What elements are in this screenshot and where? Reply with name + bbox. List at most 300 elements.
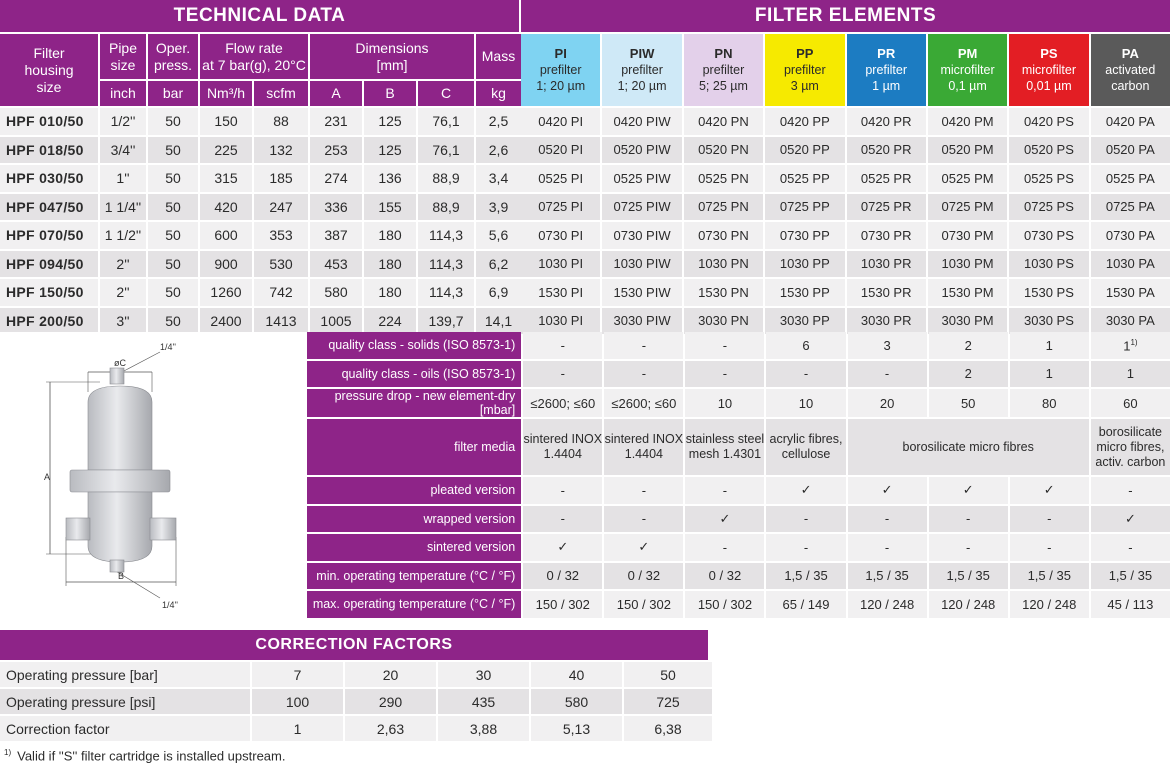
technical-data-table: [0, 32, 523, 336]
property-label: min. operating temperature (°C / °F): [307, 563, 521, 590]
housing-model-cell: HPF 047/50: [0, 194, 98, 221]
housing-scfm-cell: 247: [254, 194, 308, 221]
housing-scfm-cell: 742: [254, 279, 308, 306]
housing-model-cell: HPF 150/50: [0, 279, 98, 306]
element-header-pi: PI prefilter 1; 20 µm: [521, 34, 600, 106]
element-code-cell: 1030 PS: [1009, 251, 1088, 278]
correction-factors-table: [0, 660, 714, 743]
housing-nm3h-cell: 225: [200, 137, 252, 164]
housing-a-cell: 336: [310, 194, 362, 221]
housing-mass-cell: 2,6: [476, 137, 521, 164]
housing-pipe-cell: 2'': [100, 279, 146, 306]
property-label: quality class - oils (ISO 8573-1): [307, 361, 521, 388]
element-code-cell: 0725 PS: [1009, 194, 1088, 221]
housing-c-cell: 114,3: [418, 222, 474, 249]
label-oc: øC: [114, 358, 126, 368]
housing-model-cell: HPF 018/50: [0, 137, 98, 164]
element-header-pn: PN prefilter 5; 25 µm: [684, 34, 763, 106]
property-value-cell: 1,5 / 35: [766, 563, 845, 590]
housing-press-cell: 50: [148, 108, 198, 135]
housing-b-cell: 155: [364, 194, 416, 221]
element-code-cell: 0520 PI: [521, 137, 600, 164]
element-code-cell: 1030 PN: [684, 251, 763, 278]
property-value-cell: 1,5 / 35: [848, 563, 927, 590]
housing-a-cell: 580: [310, 279, 362, 306]
housing-scfm-cell: 185: [254, 165, 308, 192]
label-top-thread: 1/4'': [160, 342, 176, 352]
property-row-max-temp: [307, 591, 1170, 618]
housing-pipe-cell: 1 1/2'': [100, 222, 146, 249]
property-value-cell: -: [523, 477, 602, 504]
media-pp-cell: acrylic fibres, cellulose: [766, 419, 845, 475]
property-value-cell: 80: [1010, 389, 1089, 417]
property-row-pleated: [307, 477, 1170, 504]
property-row-min-temp: [307, 563, 1170, 590]
element-code-cell: 0420 PI: [521, 108, 600, 135]
housing-press-cell: 50: [148, 279, 198, 306]
housing-pipe-cell: 3/4'': [100, 137, 146, 164]
header-press: Oper. press.: [148, 34, 198, 79]
element-row: [521, 137, 1170, 164]
element-code-cell: 0525 PN: [684, 165, 763, 192]
property-value-cell: -: [766, 361, 845, 388]
element-code-cell: 3030 PP: [765, 308, 844, 335]
header-dimensions: Dimensions [mm]: [310, 34, 474, 79]
element-code-cell: 3030 PS: [1009, 308, 1088, 335]
element-code-cell: 0420 PR: [847, 108, 926, 135]
property-value-cell: -: [1010, 506, 1089, 533]
property-value-cell: -: [1010, 534, 1089, 561]
element-row: [521, 279, 1170, 306]
element-code-cell: 0725 PIW: [602, 194, 681, 221]
housing-scfm-cell: 132: [254, 137, 308, 164]
header-flow-unit-nm3h: Nm³/h: [200, 81, 252, 106]
housing-b-cell: 180: [364, 279, 416, 306]
correction-value-cell: 40: [531, 662, 622, 687]
property-label: filter media: [307, 419, 521, 475]
element-code-cell: 1530 PS: [1009, 279, 1088, 306]
element-code-cell: 0525 PIW: [602, 165, 681, 192]
property-value-cell: 120 / 248: [929, 591, 1008, 618]
label-b: B: [118, 571, 125, 581]
property-value-cell: 150 / 302: [685, 591, 764, 618]
property-value-cell: 1: [1091, 361, 1170, 388]
property-value-cell: 60: [1091, 389, 1170, 417]
correction-value-cell: 580: [531, 689, 622, 714]
housing-press-cell: 50: [148, 137, 198, 164]
housing-pipe-cell: 2'': [100, 251, 146, 278]
element-header-pp: PP prefilter 3 µm: [765, 34, 844, 106]
housing-a-cell: 231: [310, 108, 362, 135]
element-code-cell: 0520 PIW: [602, 137, 681, 164]
housing-c-cell: 114,3: [418, 279, 474, 306]
housing-mass-cell: 2,5: [476, 108, 521, 135]
correction-label: Operating pressure [psi]: [0, 689, 250, 714]
filter-elements-table: [519, 32, 1170, 336]
property-value-cell: -: [604, 332, 683, 359]
footnote-text: Valid if ''S'' filter cartridge is installed upstream.: [17, 748, 286, 764]
property-value-cell: -: [929, 534, 1008, 561]
property-value-cell: 10: [766, 389, 845, 417]
housing-nm3h-cell: 420: [200, 194, 252, 221]
correction-value-cell: 30: [438, 662, 529, 687]
property-value-cell: ≤2600; ≤60: [604, 389, 683, 417]
housing-model-cell: HPF 200/50: [0, 308, 98, 335]
property-value-cell: ✓: [929, 477, 1008, 504]
housing-c-cell: 139,7: [418, 308, 474, 335]
header-flow: Flow rate at 7 bar(g), 20°C: [200, 34, 308, 79]
housing-model-cell: HPF 094/50: [0, 251, 98, 278]
element-code-cell: 0730 PP: [765, 222, 844, 249]
housing-mass-cell: 5,6: [476, 222, 521, 249]
correction-row: [0, 716, 712, 741]
media-pi-cell: sintered INOX 1.4404: [523, 419, 602, 475]
element-code-cell: 1030 PR: [847, 251, 926, 278]
housing-row: [0, 279, 521, 306]
property-value-cell: ✓: [848, 477, 927, 504]
property-value-cell: 6: [766, 332, 845, 359]
property-value-cell: 1,5 / 35: [1091, 563, 1170, 590]
housing-a-cell: 253: [310, 137, 362, 164]
element-code-cell: 1030 PM: [928, 251, 1007, 278]
properties-table: [305, 330, 1170, 620]
housing-a-cell: 387: [310, 222, 362, 249]
element-code-cell: 3030 PR: [847, 308, 926, 335]
property-value-cell: 20: [848, 389, 927, 417]
element-code-cell: 0725 PN: [684, 194, 763, 221]
correction-value-cell: 50: [624, 662, 712, 687]
element-code-cell: 0730 PI: [521, 222, 600, 249]
property-value-cell: -: [848, 506, 927, 533]
correction-label: Operating pressure [bar]: [0, 662, 250, 687]
element-code-cell: 0520 PM: [928, 137, 1007, 164]
property-value-cell: -: [848, 534, 927, 561]
property-value-cell: -: [523, 332, 602, 359]
element-code-cell: 3030 PN: [684, 308, 763, 335]
element-row: [521, 165, 1170, 192]
correction-row: [0, 689, 712, 714]
correction-value-cell: 725: [624, 689, 712, 714]
element-code-cell: 0725 PR: [847, 194, 926, 221]
media-pa-cell: borosilicate micro fibres, activ. carbon: [1091, 419, 1170, 475]
element-code-cell: 3030 PM: [928, 308, 1007, 335]
element-code-cell: 1530 PP: [765, 279, 844, 306]
filter-elements-banner: [521, 0, 1170, 32]
property-value-cell: -: [1091, 534, 1170, 561]
property-value-cell: 1,5 / 35: [1010, 563, 1089, 590]
element-code-cell: 0420 PS: [1009, 108, 1088, 135]
housing-scfm-cell: 88: [254, 108, 308, 135]
property-label: sintered version: [307, 534, 521, 561]
property-value-cell: -: [685, 361, 764, 388]
property-row-solids: [307, 332, 1170, 359]
correction-value-cell: 435: [438, 689, 529, 714]
property-value-cell: ✓: [523, 534, 602, 561]
element-header-pa: PA activated carbon: [1091, 34, 1170, 106]
housing-a-cell: 274: [310, 165, 362, 192]
property-value-cell: 120 / 248: [1010, 591, 1089, 618]
property-label: quality class - solids (ISO 8573-1): [307, 332, 521, 359]
element-code-cell: 0730 PS: [1009, 222, 1088, 249]
housing-row: [0, 251, 521, 278]
filter-elements-title: FILTER ELEMENTS: [754, 5, 937, 26]
property-value-cell: -: [685, 477, 764, 504]
property-value-cell: 150 / 302: [604, 591, 683, 618]
element-header-piw: PIW prefilter 1; 20 µm: [602, 34, 681, 106]
header-press-unit: bar: [148, 81, 198, 106]
element-code-cell: 0525 PI: [521, 165, 600, 192]
correction-factors-title: CORRECTION FACTORS: [255, 636, 453, 653]
property-value-cell: 1$^{1)}$: [1091, 332, 1170, 359]
element-code-cell: 0420 PIW: [602, 108, 681, 135]
element-code-cell: 0420 PM: [928, 108, 1007, 135]
correction-value-cell: 2,63: [345, 716, 436, 741]
header-dim-a: A: [310, 81, 362, 106]
housing-diagram: [0, 332, 307, 616]
housing-model-cell: HPF 030/50: [0, 165, 98, 192]
property-label: pressure drop - new element-dry [mbar]: [307, 389, 521, 417]
footnote: [4, 748, 285, 763]
housing-mass-cell: 3,4: [476, 165, 521, 192]
element-code-cell: 0725 PI: [521, 194, 600, 221]
property-row-oils: [307, 361, 1170, 388]
housing-row: [0, 194, 521, 221]
correction-value-cell: 3,88: [438, 716, 529, 741]
element-code-cell: 0520 PS: [1009, 137, 1088, 164]
element-code-cell: 0525 PP: [765, 165, 844, 192]
element-code-cell: 1530 PM: [928, 279, 1007, 306]
property-label: wrapped version: [307, 506, 521, 533]
housing-scfm-cell: 1413: [254, 308, 308, 335]
correction-value-cell: 6,38: [624, 716, 712, 741]
footnote-mark: 1): [4, 748, 12, 757]
housing-row: [0, 222, 521, 249]
header-dim-c: C: [418, 81, 474, 106]
property-value-cell: 1: [1010, 332, 1089, 359]
footnote-ref: 1): [1130, 337, 1138, 347]
header-flow-unit-scfm: scfm: [254, 81, 308, 106]
header-pipe: Pipe size: [100, 34, 146, 79]
property-value-cell: -: [1091, 477, 1170, 504]
element-code-cell: 0420 PP: [765, 108, 844, 135]
housing-a-cell: 453: [310, 251, 362, 278]
housing-press-cell: 50: [148, 308, 198, 335]
element-code-cell: 1530 PN: [684, 279, 763, 306]
housing-model-cell: HPF 070/50: [0, 222, 98, 249]
element-code-cell: 1030 PP: [765, 251, 844, 278]
element-code-cell: 0730 PN: [684, 222, 763, 249]
housing-c-cell: 76,1: [418, 137, 474, 164]
element-code-cell: 0730 PM: [928, 222, 1007, 249]
element-code-cell: 3030 PA: [1091, 308, 1170, 335]
property-value-cell: 2: [929, 332, 1008, 359]
housing-c-cell: 88,9: [418, 165, 474, 192]
correction-label: Correction factor: [0, 716, 250, 741]
housing-row: [0, 165, 521, 192]
media-piw-cell: sintered INOX 1.4404: [604, 419, 683, 475]
housing-mass-cell: 14,1: [476, 308, 521, 335]
property-value-cell: -: [604, 361, 683, 388]
element-code-cell: 1530 PI: [521, 279, 600, 306]
housing-mass-cell: 3,9: [476, 194, 521, 221]
element-code-cell: 0725 PP: [765, 194, 844, 221]
element-code-cell: 0725 PM: [928, 194, 1007, 221]
property-value-cell: 2: [929, 361, 1008, 388]
property-value-cell: -: [766, 534, 845, 561]
element-code-cell: 3030 PIW: [602, 308, 681, 335]
header-pipe-unit: inch: [100, 81, 146, 106]
housing-pipe-cell: 1/2'': [100, 108, 146, 135]
property-value-cell: -: [685, 534, 764, 561]
property-value-cell: -: [929, 506, 1008, 533]
property-value-cell: -: [523, 361, 602, 388]
housing-press-cell: 50: [148, 165, 198, 192]
housing-nm3h-cell: 900: [200, 251, 252, 278]
property-label: pleated version: [307, 477, 521, 504]
housing-model-cell: HPF 010/50: [0, 108, 98, 135]
housing-nm3h-cell: 1260: [200, 279, 252, 306]
property-value-cell: 0 / 32: [523, 563, 602, 590]
housing-pipe-cell: 1 1/4'': [100, 194, 146, 221]
element-code-cell: 0730 PIW: [602, 222, 681, 249]
label-a: A: [44, 472, 51, 482]
element-header-ps: PS microfilter 0,01 µm: [1009, 34, 1088, 106]
property-value-cell: 45 / 113: [1091, 591, 1170, 618]
element-code-cell: 0730 PR: [847, 222, 926, 249]
element-header-pr: PR prefilter 1 µm: [847, 34, 926, 106]
property-value-cell: 50: [929, 389, 1008, 417]
property-row-pressure-drop: [307, 389, 1170, 417]
element-code-cell: 0725 PA: [1091, 194, 1170, 221]
housing-scfm-cell: 530: [254, 251, 308, 278]
element-header-pm: PM microfilter 0,1 µm: [928, 34, 1007, 106]
housing-row: [0, 108, 521, 135]
housing-c-cell: 88,9: [418, 194, 474, 221]
housing-b-cell: 224: [364, 308, 416, 335]
property-value-cell: -: [604, 506, 683, 533]
property-row-media: [307, 419, 1170, 475]
housing-pipe-cell: 3'': [100, 308, 146, 335]
element-code-cell: 1530 PR: [847, 279, 926, 306]
property-value-cell: 0 / 32: [604, 563, 683, 590]
property-value-cell: 10: [685, 389, 764, 417]
filter-housing-drawing: [0, 332, 307, 616]
element-row: [521, 251, 1170, 278]
correction-value-cell: 20: [345, 662, 436, 687]
property-value-cell: ✓: [1010, 477, 1089, 504]
property-value-cell: 150 / 302: [523, 591, 602, 618]
housing-nm3h-cell: 2400: [200, 308, 252, 335]
housing-b-cell: 136: [364, 165, 416, 192]
element-code-cell: 1530 PIW: [602, 279, 681, 306]
property-value-cell: 65 / 149: [766, 591, 845, 618]
header-mass-unit: kg: [476, 81, 521, 106]
housing-c-cell: 76,1: [418, 108, 474, 135]
property-value-cell: 1,5 / 35: [929, 563, 1008, 590]
property-label: max. operating temperature (°C / °F): [307, 591, 521, 618]
element-code-cell: 0520 PA: [1091, 137, 1170, 164]
element-code-cell: 0525 PS: [1009, 165, 1088, 192]
element-code-cell: 1030 PIW: [602, 251, 681, 278]
property-value-cell: 1: [1010, 361, 1089, 388]
correction-value-cell: 290: [345, 689, 436, 714]
header-housing: Filter housing size: [0, 34, 98, 106]
correction-value-cell: 1: [252, 716, 343, 741]
housing-b-cell: 125: [364, 137, 416, 164]
correction-value-cell: 7: [252, 662, 343, 687]
housing-mass-cell: 6,2: [476, 251, 521, 278]
element-code-cell: 1030 PI: [521, 251, 600, 278]
element-row: [521, 108, 1170, 135]
correction-value-cell: 100: [252, 689, 343, 714]
header-mass: Mass: [476, 34, 521, 79]
technical-data-title: TECHNICAL DATA: [173, 5, 346, 26]
property-row-sintered: [307, 534, 1170, 561]
element-code-cell: 1030 PI: [521, 308, 600, 335]
housing-c-cell: 114,3: [418, 251, 474, 278]
correction-factors-banner: [0, 630, 708, 660]
property-value-cell: 3: [848, 332, 927, 359]
housing-mass-cell: 6,9: [476, 279, 521, 306]
element-code-cell: 1530 PA: [1091, 279, 1170, 306]
housing-press-cell: 50: [148, 251, 198, 278]
property-value-cell: ≤2600; ≤60: [523, 389, 602, 417]
element-code-cell: 0520 PR: [847, 137, 926, 164]
property-value-cell: 120 / 248: [848, 591, 927, 618]
element-code-cell: 0520 PN: [684, 137, 763, 164]
correction-value-cell: 5,13: [531, 716, 622, 741]
housing-press-cell: 50: [148, 194, 198, 221]
element-code-cell: 0420 PN: [684, 108, 763, 135]
property-value-cell: -: [604, 477, 683, 504]
property-value-cell: -: [685, 332, 764, 359]
element-code-cell: 0525 PR: [847, 165, 926, 192]
housing-b-cell: 125: [364, 108, 416, 135]
housing-press-cell: 50: [148, 222, 198, 249]
housing-b-cell: 180: [364, 251, 416, 278]
element-code-cell: 0520 PP: [765, 137, 844, 164]
property-row-wrapped: [307, 506, 1170, 533]
property-value-cell: ✓: [766, 477, 845, 504]
correction-row: [0, 662, 712, 687]
media-pn-cell: stainless steel mesh 1.4301: [685, 419, 764, 475]
property-value-cell: ✓: [1091, 506, 1170, 533]
property-value-cell: -: [766, 506, 845, 533]
property-value-cell: ✓: [685, 506, 764, 533]
media-pr-ps-cell: borosilicate micro fibres: [848, 419, 1089, 475]
property-value-cell: ✓: [604, 534, 683, 561]
element-code-cell: 0730 PA: [1091, 222, 1170, 249]
label-bottom-thread: 1/4'': [162, 600, 178, 610]
element-code-cell: 0525 PM: [928, 165, 1007, 192]
element-code-cell: 0525 PA: [1091, 165, 1170, 192]
header-dim-b: B: [364, 81, 416, 106]
housing-a-cell: 1005: [310, 308, 362, 335]
property-value-cell: -: [848, 361, 927, 388]
element-code-cell: 0420 PA: [1091, 108, 1170, 135]
property-value-cell: -: [523, 506, 602, 533]
housing-nm3h-cell: 315: [200, 165, 252, 192]
housing-row: [0, 137, 521, 164]
element-row: [521, 194, 1170, 221]
element-row: [521, 222, 1170, 249]
housing-b-cell: 180: [364, 222, 416, 249]
housing-nm3h-cell: 600: [200, 222, 252, 249]
property-value-cell: 0 / 32: [685, 563, 764, 590]
housing-pipe-cell: 1'': [100, 165, 146, 192]
housing-nm3h-cell: 150: [200, 108, 252, 135]
housing-scfm-cell: 353: [254, 222, 308, 249]
